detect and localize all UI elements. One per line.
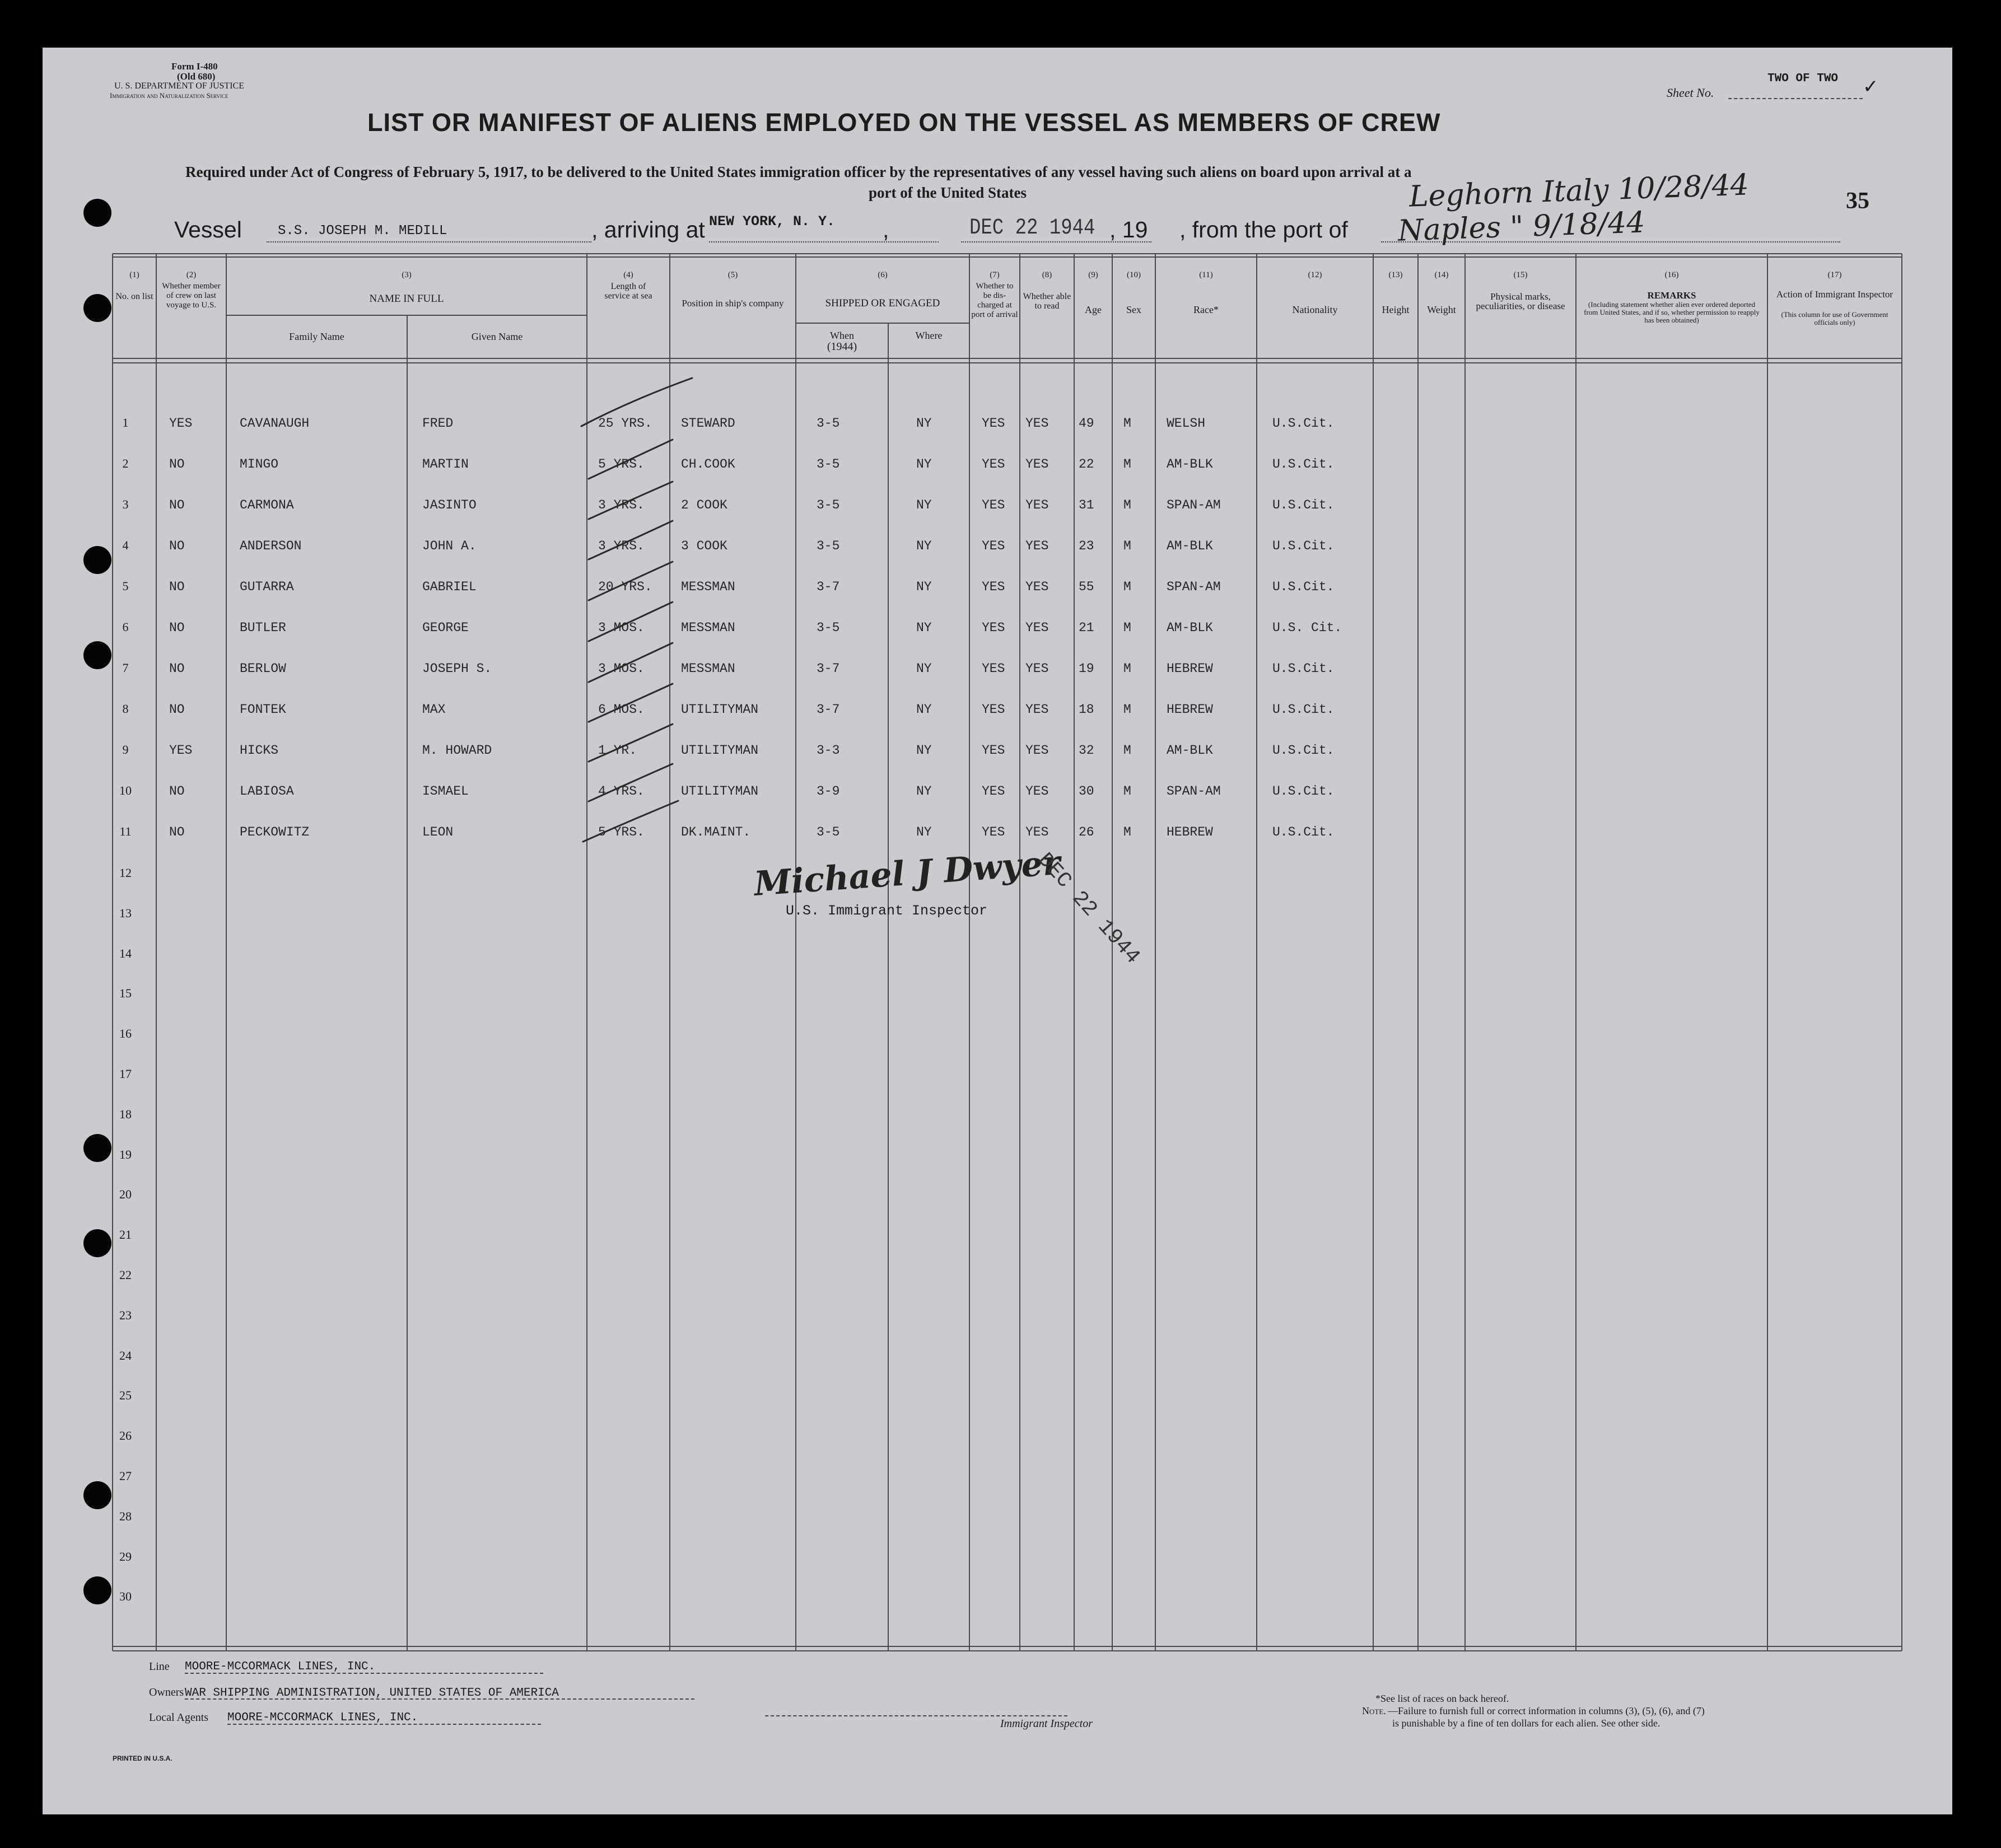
subtitle-line2: port of the United States (869, 184, 1027, 201)
cell-nationality: U.S.Cit. (1272, 580, 1335, 594)
cell-when: 3-5 (817, 416, 840, 431)
cell-service: 1 YR. (598, 743, 637, 758)
cell-age: 49 (1079, 416, 1094, 431)
col-header-age-num: (9) (1088, 270, 1098, 279)
cell-age: 26 (1079, 825, 1094, 839)
col-header-where: Where (915, 330, 943, 341)
cell-family: FONTEK (240, 702, 286, 717)
cell-age: 31 (1079, 498, 1094, 512)
cell-where: NY (916, 825, 932, 839)
arriving-label: , arriving at (591, 217, 705, 242)
cell-sex: M (1123, 498, 1131, 512)
cell-race: SPAN-AM (1167, 498, 1221, 512)
cell-nationality: U.S.Cit. (1272, 661, 1335, 676)
cell-last-voyage: NO (169, 825, 185, 839)
cell-sex: M (1123, 825, 1131, 839)
cell-last-voyage: NO (169, 580, 185, 594)
col-header-discharged: Whether to be dis-charged at port of arrival (971, 282, 1018, 319)
cell-no: 3 (122, 497, 129, 511)
cell-discharged: YES (982, 498, 1005, 512)
col-header-name-num: (3) (402, 270, 412, 279)
cell-when: 3-5 (817, 825, 840, 839)
cell-service: 5 YRS. (598, 457, 645, 472)
cell-race: HEBREW (1167, 825, 1213, 839)
col-header-action-detail: (This column for use of Government officials only) (1781, 310, 1888, 326)
cell-given: JOHN A. (422, 539, 477, 553)
cell-where: NY (916, 620, 932, 635)
col-header-when: When (830, 330, 854, 341)
cell-sex: M (1123, 539, 1131, 553)
cell-last-voyage: NO (169, 620, 185, 635)
cell-given: JOSEPH S. (422, 661, 492, 676)
empty-row-number: 25 (119, 1388, 132, 1403)
cell-read: YES (1025, 702, 1049, 717)
empty-row-number: 28 (119, 1509, 132, 1523)
cell-race: AM-BLK (1167, 457, 1213, 472)
col-header-height: Height (1382, 304, 1410, 315)
cell-position: UTILITYMAN (681, 743, 759, 758)
page-number: 35 (1846, 188, 1869, 214)
cell-no: 5 (122, 579, 129, 593)
cell-no: 4 (122, 538, 129, 552)
footer-owners-label: Owners (149, 1686, 184, 1698)
col-header-discharged-num: (7) (990, 270, 1000, 279)
empty-row-number: 15 (119, 986, 132, 1001)
arrival-date-stamp: DEC 22 1944 (969, 216, 1095, 241)
footer-note-label: Note. (1362, 1705, 1386, 1716)
cell-discharged: YES (982, 825, 1005, 839)
cell-given: MAX (422, 702, 446, 717)
cell-last-voyage: NO (169, 702, 185, 717)
cell-no: 6 (122, 620, 129, 634)
col-header-name: NAME IN FULL (369, 293, 444, 305)
cell-race: HEBREW (1167, 702, 1213, 717)
cell-last-voyage: NO (169, 498, 185, 512)
comma-sep: , (883, 217, 889, 242)
cell-age: 30 (1079, 784, 1094, 799)
cell-position: DK.MAINT. (681, 825, 751, 839)
cell-no: 8 (122, 702, 129, 716)
cell-where: NY (916, 743, 932, 758)
form-old-number: (Old 680) (177, 71, 216, 82)
cell-family: LABIOSA (240, 784, 294, 799)
arriving-port: NEW YORK, N. Y. (709, 213, 836, 230)
footer-line-label: Line (149, 1660, 170, 1673)
cell-nationality: U.S.Cit. (1272, 498, 1335, 512)
col-header-weight-num: (14) (1434, 270, 1449, 279)
cell-nationality: U.S.Cit. (1272, 457, 1335, 472)
empty-row-number: 16 (119, 1026, 132, 1041)
col-header-read: Whether able to read (1023, 292, 1071, 311)
manifest-page (43, 48, 1952, 1814)
cell-last-voyage: NO (169, 539, 185, 553)
cell-given: LEON (422, 825, 454, 839)
cell-no: 9 (122, 743, 129, 757)
cell-sex: M (1123, 702, 1131, 717)
cell-last-voyage: NO (169, 784, 185, 799)
cell-when: 3-5 (817, 498, 840, 512)
cell-age: 23 (1079, 539, 1094, 553)
col-header-sex-num: (10) (1127, 270, 1141, 279)
col-header-service-num: (4) (623, 270, 633, 279)
sheet-label: Sheet No. (1667, 86, 1714, 100)
cell-service: 20 YRS. (598, 580, 652, 594)
empty-row-number: 22 (119, 1268, 132, 1282)
cell-where: NY (916, 539, 932, 553)
inspection-date-stamp: DEC 22 1944 (1033, 848, 1145, 969)
col-header-read-num: (8) (1042, 270, 1052, 279)
col-header-family-name: Family Name (289, 331, 344, 342)
col-header-weight: Weight (1427, 304, 1456, 315)
footer-agents-value: MOORE-MCCORMACK LINES, INC. (227, 1711, 418, 1724)
col-header-nationality: Nationality (1292, 304, 1338, 315)
cell-service: 3 YRS. (598, 539, 645, 553)
cell-last-voyage: YES (169, 743, 193, 758)
col-header-given-name: Given Name (471, 331, 523, 342)
cell-last-voyage: NO (169, 661, 185, 676)
cell-age: 32 (1079, 743, 1094, 758)
footer-agents-label: Local Agents (149, 1711, 209, 1724)
cell-service: 4 YRS. (598, 784, 645, 799)
cell-nationality: U.S.Cit. (1272, 539, 1335, 553)
cell-position: 3 COOK (681, 539, 727, 553)
col-header-action: Action of Immigrant Inspector (1776, 289, 1893, 300)
cell-age: 22 (1079, 457, 1094, 472)
cell-sex: M (1123, 457, 1131, 472)
cell-age: 19 (1079, 661, 1094, 676)
cell-when: 3-7 (817, 702, 840, 717)
col-header-height-num: (13) (1388, 270, 1403, 279)
cell-position: STEWARD (681, 416, 735, 431)
cell-when: 3-5 (817, 539, 840, 553)
cell-family: BUTLER (240, 620, 286, 635)
form-number: Form I-480 (171, 61, 218, 72)
cell-no: 1 (122, 416, 129, 430)
page-title: LIST OR MANIFEST OF ALIENS EMPLOYED ON THE VESSEL AS MEMBERS OF CREW (367, 108, 1441, 137)
cell-sex: M (1123, 661, 1131, 676)
cell-given: GABRIEL (422, 580, 477, 594)
empty-row-number: 23 (119, 1308, 132, 1322)
col-header-last-voyage: Whether member of crew on last voyage to U.S. (162, 282, 221, 310)
cell-sex: M (1123, 416, 1131, 431)
footer-note-text2: is punishable by a fine of ten dollars for each alien. See other side. (1392, 1718, 1660, 1729)
subtitle-line1: Required under Act of Congress of February 5, 1917, to be delivered to the United States immigration officer by the representatives of any vessel having such aliens on board upon arrival at a (185, 164, 1412, 180)
cell-position: MESSMAN (681, 661, 735, 676)
col-header-no: No. on list (115, 292, 153, 301)
empty-row-number: 13 (119, 906, 132, 920)
service-name: Immigration and Naturalization Service (110, 91, 228, 100)
col-header-last-voyage-num: (2) (186, 270, 197, 279)
cell-read: YES (1025, 825, 1049, 839)
cell-race: HEBREW (1167, 661, 1213, 676)
col-header-remarks-num: (16) (1664, 270, 1679, 279)
empty-row-number: 20 (119, 1187, 132, 1202)
empty-row-number: 29 (119, 1549, 132, 1564)
col-header-shipped-num: (6) (878, 270, 888, 279)
cell-race: AM-BLK (1167, 539, 1213, 553)
footer-line-value: MOORE-MCCORMACK LINES, INC. (185, 1660, 376, 1673)
cell-given: GEORGE (422, 620, 469, 635)
cell-discharged: YES (982, 620, 1005, 635)
cell-when: 3-7 (817, 580, 840, 594)
empty-row-number: 30 (119, 1589, 132, 1604)
sheet-number: TWO OF TWO (1767, 72, 1839, 85)
col-header-nationality-num: (12) (1308, 270, 1322, 279)
footer-races-note: *See list of races on back hereof. (1375, 1693, 1509, 1704)
cell-read: YES (1025, 661, 1049, 676)
cell-where: NY (916, 498, 932, 512)
cell-discharged: YES (982, 457, 1005, 472)
cell-age: 21 (1079, 620, 1094, 635)
inspector-title: U.S. Immigrant Inspector (786, 903, 988, 919)
cell-nationality: U.S.Cit. (1272, 743, 1335, 758)
cell-family: PECKOWITZ (240, 825, 310, 839)
col-header-race-num: (11) (1199, 270, 1213, 279)
cell-discharged: YES (982, 539, 1005, 553)
empty-row-number: 21 (119, 1228, 132, 1242)
cell-discharged: YES (982, 580, 1005, 594)
col-header-shipped: SHIPPED OR ENGAGED (825, 297, 940, 309)
cell-nationality: U.S. Cit. (1272, 620, 1342, 635)
cell-read: YES (1025, 457, 1049, 472)
cell-race: SPAN-AM (1167, 784, 1221, 799)
cell-age: 55 (1079, 580, 1094, 594)
cell-service: 3 MOS. (598, 620, 645, 635)
cell-given: ISMAEL (422, 784, 469, 799)
cell-family: CARMONA (240, 498, 294, 512)
vessel-label: Vessel (174, 217, 242, 242)
cell-family: HICKS (240, 743, 279, 758)
empty-row-number: 27 (119, 1469, 132, 1483)
cell-discharged: YES (982, 743, 1005, 758)
cell-when: 3-9 (817, 784, 840, 799)
inspector-signature: Michael J Dwyer (753, 843, 1062, 904)
cell-service: 3 YRS. (598, 498, 645, 512)
cell-discharged: YES (982, 416, 1005, 431)
empty-row-number: 14 (119, 946, 132, 960)
cell-where: NY (916, 580, 932, 594)
cell-position: UTILITYMAN (681, 784, 759, 799)
cell-read: YES (1025, 498, 1049, 512)
cell-no: 10 (119, 783, 132, 797)
cell-sex: M (1123, 620, 1131, 635)
cell-race: AM-BLK (1167, 743, 1213, 758)
empty-row-number: 24 (119, 1348, 132, 1362)
check-mark-icon: ✓ (1863, 76, 1879, 98)
department-name: U. S. DEPARTMENT OF JUSTICE (114, 81, 244, 91)
cell-discharged: YES (982, 702, 1005, 717)
cell-family: CAVANAUGH (240, 416, 310, 431)
empty-row-number: 26 (119, 1429, 132, 1443)
cell-sex: M (1123, 580, 1131, 594)
col-header-remarks: REMARKS (1647, 290, 1696, 301)
cell-position: UTILITYMAN (681, 702, 759, 717)
cell-last-voyage: YES (169, 416, 193, 431)
cell-discharged: YES (982, 784, 1005, 799)
col-header-no-num: (1) (129, 270, 139, 279)
cell-race: WELSH (1167, 416, 1206, 431)
empty-row-number: 12 (119, 866, 132, 880)
cell-when: 3-7 (817, 661, 840, 676)
col-header-physical-num: (15) (1513, 270, 1528, 279)
empty-row-number: 18 (119, 1107, 132, 1121)
port-handwritten-1: Leghorn Italy 10/28/44 (1408, 168, 1750, 214)
cell-where: NY (916, 457, 932, 472)
cell-nationality: U.S.Cit. (1272, 702, 1335, 717)
cell-no: 2 (122, 456, 129, 470)
cell-sex: M (1123, 784, 1131, 799)
cell-position: MESSMAN (681, 620, 735, 635)
col-header-age: Age (1085, 304, 1102, 315)
col-header-sex: Sex (1126, 304, 1141, 315)
cell-when: 3-5 (817, 457, 840, 472)
cell-family: ANDERSON (240, 539, 302, 553)
cell-read: YES (1025, 416, 1049, 431)
cell-race: AM-BLK (1167, 620, 1213, 635)
col-header-physical: Physical marks, peculiarities, or disease (1476, 291, 1565, 311)
cell-nationality: U.S.Cit. (1272, 416, 1335, 431)
cell-service: 3 MOS. (598, 661, 645, 676)
cell-discharged: YES (982, 661, 1005, 676)
printed-in-usa: PRINTED IN U.S.A. (113, 1754, 172, 1762)
cell-where: NY (916, 784, 932, 799)
cell-read: YES (1025, 784, 1049, 799)
col-header-service: Length of service at sea (604, 282, 652, 301)
footer-inspector-rule (765, 1715, 1067, 1716)
cell-position: 2 COOK (681, 498, 727, 512)
cell-nationality: U.S.Cit. (1272, 784, 1335, 799)
col-header-when-year: (1944) (827, 340, 857, 353)
cell-read: YES (1025, 539, 1049, 553)
from-port-label: , from the port of (1179, 217, 1348, 242)
cell-position: MESSMAN (681, 580, 735, 594)
year-label: , 19 (1109, 217, 1148, 242)
cell-last-voyage: NO (169, 457, 185, 472)
footer-owners-value: WAR SHIPPING ADMINISTRATION, UNITED STATES OF AMERICA (185, 1687, 559, 1700)
cell-given: MARTIN (422, 457, 469, 472)
port-handwritten-2: Naples " 9/18/44 (1397, 206, 1646, 248)
cell-when: 3-5 (817, 620, 840, 635)
empty-row-number: 19 (119, 1147, 132, 1161)
cell-race: SPAN-AM (1167, 580, 1221, 594)
cell-position: CH.COOK (681, 457, 735, 472)
cell-sex: M (1123, 743, 1131, 758)
cell-read: YES (1025, 620, 1049, 635)
cell-where: NY (916, 416, 932, 431)
cell-read: YES (1025, 743, 1049, 758)
cell-given: M. HOWARD (422, 743, 492, 758)
cell-where: NY (916, 661, 932, 676)
col-header-action-num: (17) (1827, 270, 1842, 279)
cell-age: 18 (1079, 702, 1094, 717)
cell-where: NY (916, 702, 932, 717)
col-header-race: Race* (1193, 304, 1219, 315)
cell-service: 5 YRS. (598, 825, 645, 839)
cell-no: 11 (119, 824, 132, 838)
cell-service: 6 MOS. (598, 702, 645, 717)
cell-family: GUTARRA (240, 580, 294, 594)
cell-no: 7 (122, 661, 129, 675)
cell-read: YES (1025, 580, 1049, 594)
col-header-position-num: (5) (727, 270, 738, 279)
cell-family: BERLOW (240, 661, 286, 676)
footer-note-text: —Failure to furnish full or correct information in columns (3), (5), (6), and (7) (1388, 1705, 1705, 1716)
col-header-remarks-detail: (Including statement whether alien ever ordered deported from United States, and if so, whether permission to reapply has been obtained) (1584, 300, 1760, 324)
cell-family: MINGO (240, 457, 279, 472)
col-header-position: Position in ship's company (682, 298, 784, 309)
cell-nationality: U.S.Cit. (1272, 825, 1335, 839)
cell-given: FRED (422, 416, 454, 431)
empty-row-number: 17 (119, 1067, 132, 1081)
footer-inspector-label: Immigrant Inspector (1000, 1718, 1093, 1730)
cell-given: JASINTO (422, 498, 477, 512)
cell-service: 25 YRS. (598, 416, 652, 431)
cell-when: 3-3 (817, 743, 840, 758)
vessel-name: S.S. JOSEPH M. MEDILL (278, 223, 447, 239)
